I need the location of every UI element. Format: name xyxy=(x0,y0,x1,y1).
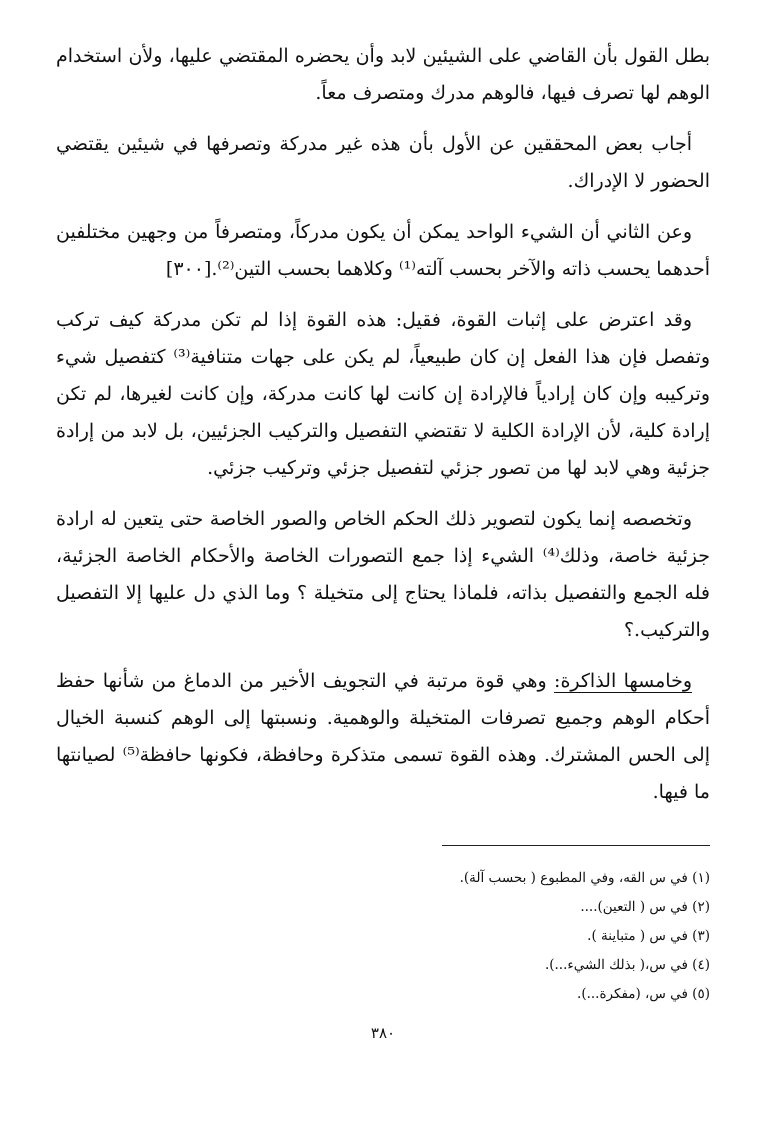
footnote-4: (٤) في س،( بذلك الشيء...). xyxy=(544,957,710,973)
paragraph-5: وتخصصه إنما يكون لتصوير ذلك الحكم الخاص والصور الخاصة حتى يتعين له ارادة جزئية خاصة، وذلك⁽⁴⁾ الشيء إذا جمع التصورات الخاصة والأحكام الخاصة الجزئية، فله الجمع والتفصيل بذاته، فلماذا يحتاج إلى متخيلة ؟ وما الذي دل عليها إلا التفصيل والتركيب.؟ xyxy=(56,508,711,641)
paragraph-4: وقد اعترض على إثبات القوة، فقيل: هذه القوة إذا لم تكن مدركة كيف تركب وتفصل فإن هذا الفعل إن كان طبيعياً، لم يكن على جهات متنافية⁽³⁾ كتفصيل شيء وتركيبه وإن كان إرادياً فالإرادة إن كانت لها كانت مدركة، وإن كانت لغيرها، لم تكن إرادة كلية، لأن الإرادة الكلية لا تقتضي التفصيل والتركيب الجزئيين، بل لابد من إرادة جزئية وهي لابد لها من تصور جزئي لتفصيل جزئي وتركيب جزئي. xyxy=(56,309,710,479)
document-page xyxy=(56,38,710,1128)
paragraph-3: وعن الثاني أن الشيء الواحد يمكن أن يكون مدركاً، ومتصرفاً من وجهين مختلفين أحدهما يحسب ذاته والآخر بحسب آلته⁽¹⁾ وكلاهما بحسب التين⁽²⁾.[٣٠٠] xyxy=(56,221,710,280)
footnotes xyxy=(56,864,710,1009)
paragraph-2: أجاب بعض المحققين عن الأول بأن هذه غير مدركة وتصرفها في شيئين يقتضي الحضور لا الإدراك. xyxy=(56,133,710,192)
section-heading: وخامسها الذاكرة: xyxy=(554,670,692,692)
footnote-1: (١) في س القه، وفي المطبوع ( بحسب آلة). xyxy=(459,870,710,886)
body-text xyxy=(56,38,710,811)
page-number: ٣٨٠ xyxy=(370,1024,396,1042)
footnote-divider xyxy=(442,845,710,846)
paragraph-6-text: وهي قوة مرتبة في التجويف الأخير من الدماغ من شأنها حفظ أحكام الوهم وجميع تصرفات المتخيلة والوهمية. ونسبتها إلى الوهم كنسبة الخيال إلى الحس المشترك. وهذه القوة تسمى متذكرة وحافظة، فكونها حافظة⁽⁵⁾ لصيانتها ما فيها. xyxy=(56,670,710,803)
paragraph-6 xyxy=(56,663,710,811)
paragraph-1: بطل القول بأن القاضي على الشيئين لابد وأن يحضره المقتضي عليها، ولأن استخدام الوهم لها تصرف فيها، فالوهم مدرك ومتصرف معاً. xyxy=(56,45,710,104)
footnote-2: (٢) في س ( التعين).... xyxy=(580,899,710,915)
footnote-5: (٥) في س، (مفكرة...). xyxy=(577,986,710,1002)
footnote-3: (٣) في س ( متباينة ). xyxy=(587,928,710,944)
